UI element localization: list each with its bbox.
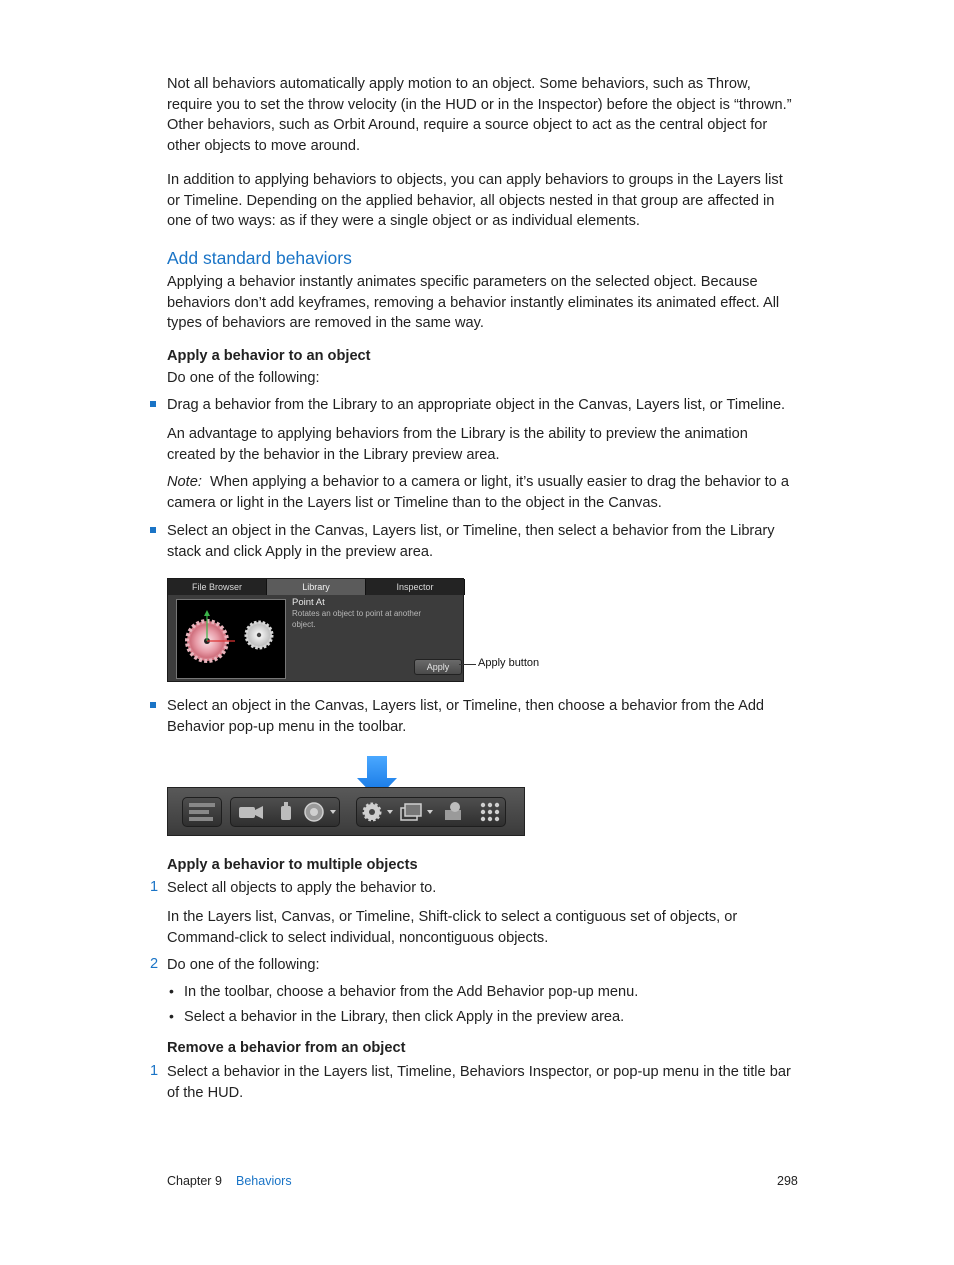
step-number: 1 (150, 1063, 159, 1079)
step-number: 1 (150, 879, 159, 895)
sub-bullet-marker: • (169, 1008, 174, 1024)
footer-section-link[interactable]: Behaviors (236, 1174, 292, 1188)
intro-paragraph-1: Not all behaviors automatically apply motion to an object. Some behaviors, such as Throw, require you to set the throw velocity (in the HUD or in the Inspector) before the object is “thrown.” Other behaviors, such as Orbit Around, require a source object to act as the central object for other objects to move around. (167, 76, 792, 154)
library-panel (167, 578, 464, 682)
bullet-paragraph: An advantage to applying behaviors from the Library is the ability to preview the animation created by the behavior in the Library preview area. (167, 426, 748, 463)
timeline-icon (183, 798, 221, 826)
library-tabs (168, 579, 465, 595)
chevron-down-icon[interactable] (427, 810, 433, 814)
toolbar-layout-button[interactable] (182, 797, 222, 827)
page-number: 298 (777, 1174, 798, 1188)
tab-file-browser[interactable]: File Browser (168, 579, 267, 595)
task-heading-multiple-objects: Apply a behavior to multiple objects (167, 857, 418, 873)
bullet-marker (150, 702, 156, 708)
footer-chapter: Chapter 9 (167, 1174, 222, 1188)
note-label: Note: (167, 474, 202, 490)
library-preview (176, 599, 286, 679)
light-icon[interactable] (281, 802, 291, 820)
bullet-marker (150, 401, 156, 407)
chevron-down-icon[interactable] (387, 810, 393, 814)
sub-bullet-library: Select a behavior in the Library, then click Apply in the preview area. (184, 1009, 625, 1025)
step-paragraph: In the Layers list, Canvas, or Timeline, Shift-click to select a contiguous set of objects, or Command-click to select individual, noncontiguous objects. (167, 909, 738, 946)
generator-icon[interactable] (305, 803, 323, 821)
note-text: When applying a behavior to a camera or light, it’s usually easier to drag the behavior to a camera or light in the Layers list or Timeline than to the object in the Canvas. (167, 474, 789, 511)
sub-bullet-toolbar: In the toolbar, choose a behavior from the Add Behavior pop-up menu. (184, 984, 639, 1000)
step-number: 2 (150, 956, 159, 972)
apply-button-callout: Apply button (478, 657, 540, 669)
bullet-drag-behavior: Drag a behavior from the Library to an appropriate object in the Canvas, Layers list, or Timeline. (167, 397, 786, 413)
toolbar-new-objects-group (230, 797, 340, 827)
hud-grid-icon[interactable] (481, 803, 499, 821)
section-paragraph: Applying a behavior instantly animates specific parameters on the selected object. Because behaviors don’t add keyframes, removing a behavior instantly eliminates its animated effect. All types of behaviors are removed in the same way. (167, 274, 780, 332)
add-behavior-gear-icon[interactable] (364, 804, 380, 820)
tab-library[interactable]: Library (267, 579, 366, 595)
task-intro: Do one of the following: (167, 370, 320, 386)
pink-gear-icon (187, 610, 235, 661)
bullet-select-library: Select an object in the Canvas, Layers list, or Timeline, then select a behavior from the Library stack and click Apply in the preview area. (167, 523, 775, 560)
camera-icon[interactable] (239, 806, 263, 819)
tab-inspector[interactable]: Inspector (366, 579, 465, 595)
intro-paragraph-2: In addition to applying behaviors to objects, you can apply behaviors to groups in the Layers list or Timeline. Depending on the applied behavior, all objects nested in that group are affected in one of two ways: as if they were a single object or as individual elements. (167, 172, 783, 230)
callout-line (459, 664, 476, 665)
step-select-behavior: Select a behavior in the Layers list, Timeline, Behaviors Inspector, or pop-up menu in the title bar of the HUD. (167, 1064, 791, 1101)
grey-gear-icon (246, 622, 272, 648)
behavior-description: Rotates an object to point at another object. (292, 609, 421, 629)
task-heading-apply-object: Apply a behavior to an object (167, 348, 371, 364)
apply-button[interactable]: Apply (414, 659, 462, 675)
bullet-add-behavior-menu: Select an object in the Canvas, Layers list, or Timeline, then choose a behavior from the Add Behavior pop-up menu in the toolbar. (167, 698, 765, 735)
toolbar (167, 787, 525, 836)
filters-icon[interactable] (401, 804, 421, 820)
section-heading: Add standard behaviors (167, 248, 352, 268)
toolbar-behaviors-group (356, 797, 506, 827)
behavior-title: Point At (292, 597, 325, 608)
step-select-objects: Select all objects to apply the behavior to. (167, 880, 437, 896)
bullet-marker (150, 527, 156, 533)
task-heading-remove: Remove a behavior from an object (167, 1040, 406, 1056)
step-do-one: Do one of the following: (167, 957, 320, 973)
gears-preview-image (177, 600, 285, 678)
share-icon[interactable] (445, 802, 461, 820)
chevron-down-icon[interactable] (330, 810, 336, 814)
note-paragraph (167, 472, 797, 513)
sub-bullet-marker: • (169, 983, 174, 999)
